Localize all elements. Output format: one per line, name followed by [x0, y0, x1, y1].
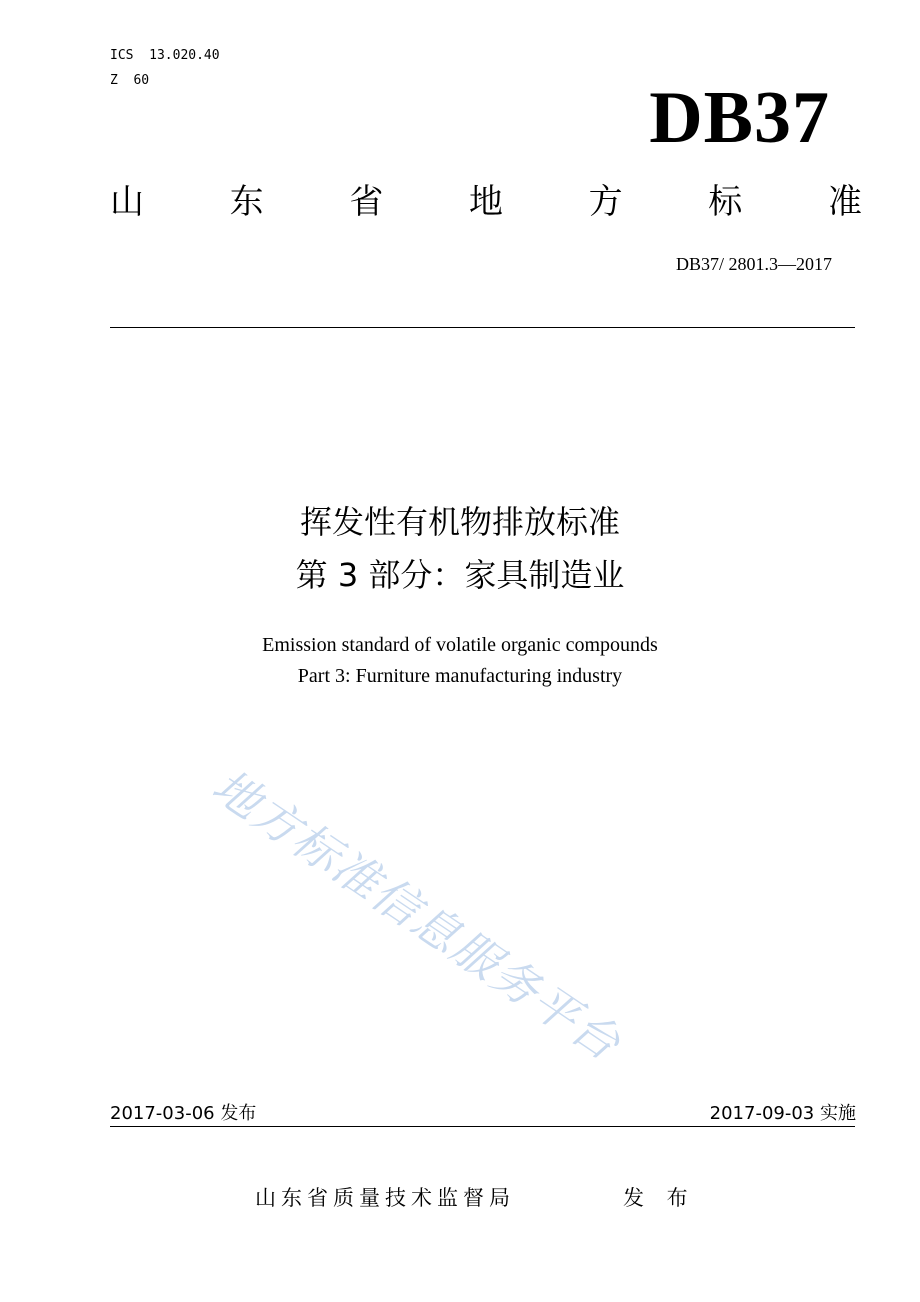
top-divider — [110, 327, 855, 328]
title-cn-line1: 挥发性有机物排放标准 — [299, 503, 620, 541]
db-code-logo: DB37 — [649, 77, 830, 159]
heading-char: 标 — [708, 182, 743, 222]
heading-char: 山 — [110, 182, 144, 222]
issue-date: 2017-03-06 发布 — [110, 1103, 257, 1124]
heading-char: 省 — [349, 182, 384, 222]
title-en-line1: Emission standard of volatile organic compounds — [262, 634, 658, 656]
title-cn-line2: 第 3 部分：家具制造业 — [295, 556, 625, 594]
issue-label: 发 布 — [623, 1186, 696, 1210]
implementation-date: 2017-09-03 实施 — [709, 1103, 856, 1124]
title-en-line2: Part 3: Furniture manufacturing industry — [297, 665, 623, 687]
province-standard-heading — [110, 180, 862, 224]
watermark: 地方标准信息服务平台 — [202, 758, 632, 1072]
heading-char: 东 — [229, 182, 264, 222]
standard-number: DB37/ 2801.3—2017 — [675, 254, 832, 274]
heading-char: 准 — [827, 182, 862, 222]
ics-code: ICS 13.020.40 — [110, 48, 220, 63]
heading-char: 方 — [588, 182, 623, 222]
classification-code: Z 60 — [110, 73, 150, 88]
heading-char: 地 — [468, 182, 503, 222]
bottom-divider — [110, 1126, 855, 1127]
issuing-authority: 山东省质量技术监督局 — [255, 1186, 515, 1210]
